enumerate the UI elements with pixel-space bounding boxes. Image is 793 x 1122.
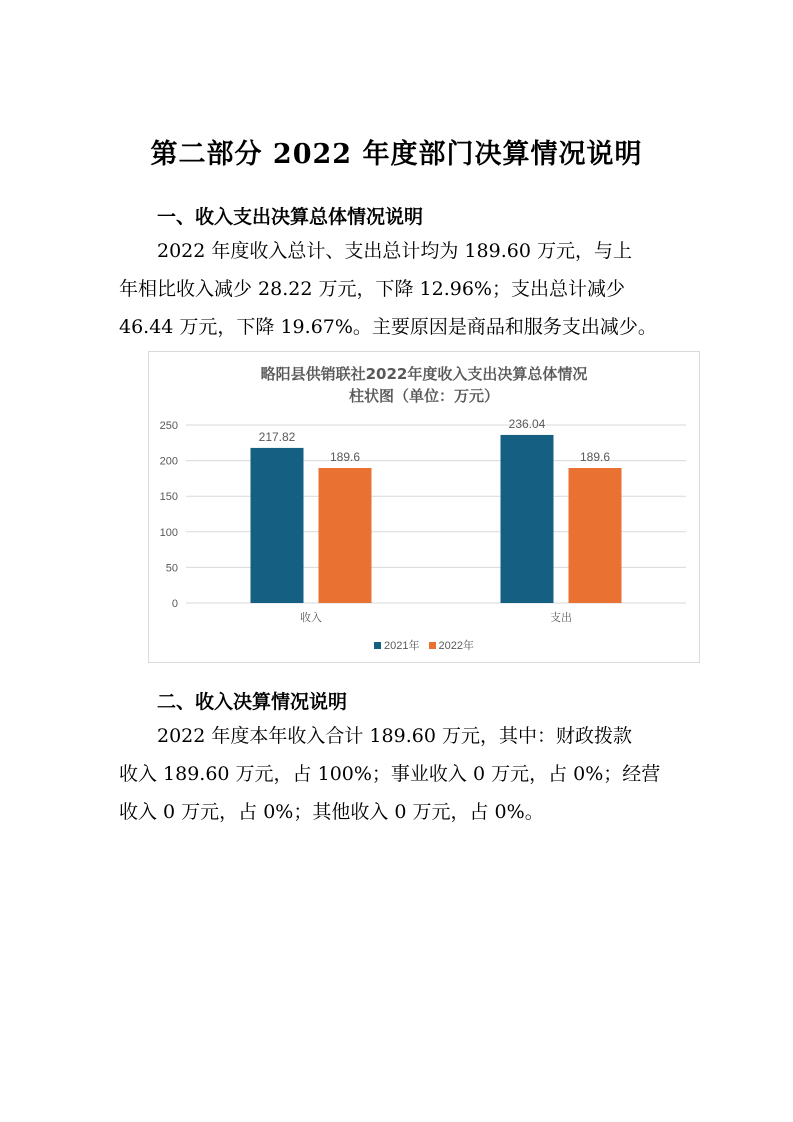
paragraph-line: 2022 年度本年收入合计 189.60 万元，其中：财政拨款 [157, 725, 632, 747]
legend-item-2021 [374, 637, 419, 653]
x-category-label: 支出 [550, 612, 572, 624]
paragraph-line: 年相比收入减少 28.22 万元，下降 12.96%；支出总计减少 [119, 278, 625, 300]
paragraph-income-detail [119, 717, 679, 831]
y-tick-label: 200 [159, 455, 178, 468]
y-tick-label: 50 [165, 562, 178, 575]
legend-swatch-2022 [429, 642, 436, 649]
paragraph-line: 2022 年度收入总计、支出总计均为 189.60 万元，与上 [157, 240, 632, 262]
y-tick-label: 100 [159, 526, 178, 539]
bar-2022-1 [569, 468, 622, 603]
chart-subtitle: 柱状图（单位：万元） [348, 387, 499, 405]
section-heading-income: 二、收入决算情况说明 [157, 691, 348, 713]
y-tick-label: 250 [159, 420, 178, 432]
page-title: 第二部分 2022 年度部门决算情况说明 [150, 139, 643, 170]
y-tick-label: 150 [159, 491, 178, 504]
paragraph-income-expense-summary [119, 232, 679, 346]
bar-2022-0 [319, 468, 372, 603]
data-label: 189.6 [329, 450, 361, 465]
bar-2021-1 [501, 435, 554, 603]
paragraph-line: 收入 0 万元，占 0%；其他收入 0 万元，占 0%。 [119, 801, 544, 823]
y-tick-label: 0 [171, 598, 178, 610]
data-label: 189.6 [579, 450, 611, 465]
legend-label-2022: 2022年 [438, 640, 475, 652]
chart-title: 略阳县供销联社2022年度收入支出决算总体情况 [260, 365, 588, 383]
legend-swatch-2021 [374, 642, 381, 649]
section-heading-income-expense: 一、收入支出决算总体情况说明 [157, 206, 424, 228]
bar-chart [148, 351, 700, 663]
legend-label-2021: 2021年 [383, 640, 420, 652]
chart-plot [149, 352, 699, 632]
data-label: 236.04 [508, 416, 546, 431]
legend-item-2022 [429, 637, 474, 653]
x-category-label: 收入 [300, 612, 322, 624]
data-label: 217.82 [258, 429, 296, 444]
chart-legend [149, 637, 699, 653]
paragraph-line: 46.44 万元，下降 19.67%。主要原因是商品和服务支出减少。 [119, 316, 657, 338]
paragraph-line: 收入 189.60 万元，占 100%；事业收入 0 万元，占 0%；经营 [119, 763, 661, 785]
bar-2021-0 [251, 448, 304, 603]
